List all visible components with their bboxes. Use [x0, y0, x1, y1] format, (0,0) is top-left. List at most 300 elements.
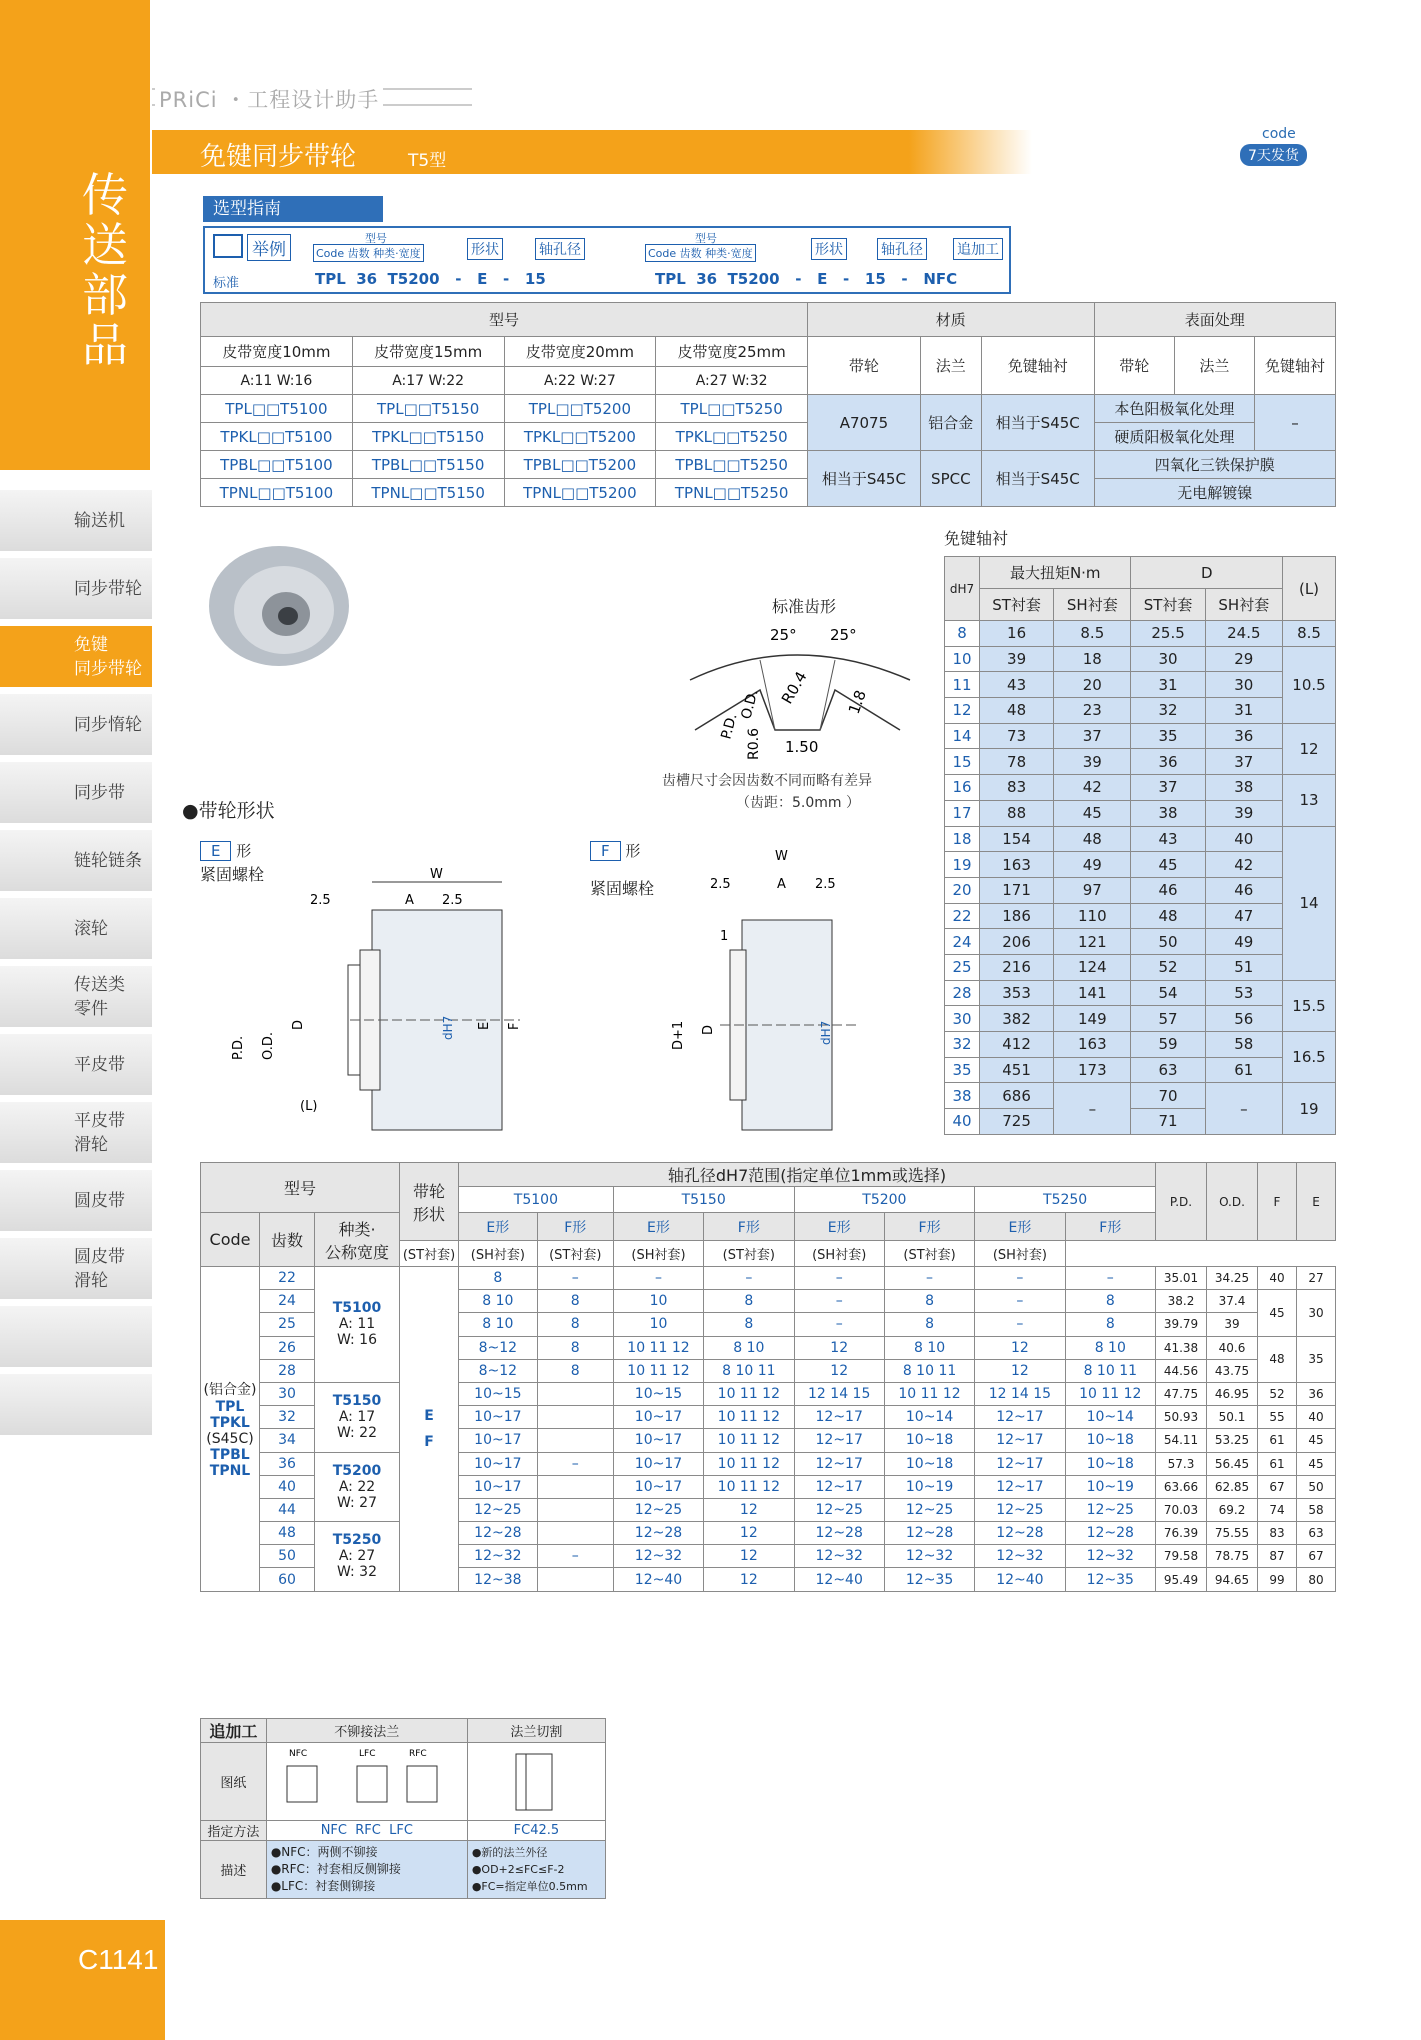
- sidebar-item-5[interactable]: 链轮链条: [0, 830, 152, 892]
- addl-desc-1: [266, 1841, 467, 1899]
- bushing-cell: 37: [1131, 775, 1205, 801]
- mm-e: 50: [1297, 1475, 1336, 1498]
- mm-teeth: 44: [260, 1498, 315, 1521]
- sidebar-item-4[interactable]: 同步带: [0, 762, 152, 824]
- bt-h-torque: 最大扭矩N·m: [980, 557, 1131, 589]
- ex2-bore: 轴孔径: [877, 238, 927, 260]
- addl-lbl-nfc: NFC: [288, 1748, 308, 1759]
- mt-r1-c0: TPKL□□T5100: [201, 423, 353, 451]
- mt-surf-2: 免键轴衬: [1255, 337, 1336, 395]
- mm-range: 8 10: [704, 1336, 794, 1359]
- bushing-cell: 46: [1131, 877, 1205, 903]
- bushing-row: [945, 1083, 1336, 1109]
- mm-code-text: TPL: [215, 1398, 245, 1415]
- mm-range: 12~32: [459, 1545, 538, 1568]
- sidebar-item-13[interactable]: [0, 1374, 152, 1436]
- bushing-cell: 51: [1205, 954, 1282, 980]
- mm-kind-line: W: 16: [336, 1332, 377, 1349]
- mm-h-pd: P.D.: [1156, 1163, 1207, 1241]
- mm-dim: 79.58: [1156, 1545, 1207, 1568]
- mt-r1-c3: TPKL□□T5250: [656, 423, 808, 451]
- ex1-shape: 形状: [467, 238, 503, 260]
- mm-range: 12~25: [975, 1498, 1065, 1521]
- mm-range: [537, 1382, 613, 1405]
- bushing-dh7: 32: [945, 1032, 980, 1058]
- mt-width-1: 皮带宽度15mm: [352, 337, 504, 367]
- bushing-cell: 78: [980, 749, 1054, 775]
- mm-range: 12~17: [794, 1452, 884, 1475]
- mm-range: –: [613, 1267, 703, 1290]
- bushing-dh7: 12: [945, 698, 980, 724]
- mm-kind-line: T5250: [332, 1532, 382, 1549]
- bushing-l: 13: [1283, 775, 1336, 826]
- mm-f: 45: [1258, 1290, 1297, 1336]
- mm-teeth: 26: [260, 1336, 315, 1359]
- bushing-dh7: 28: [945, 980, 980, 1006]
- mm-st-0: (ST衬套): [400, 1241, 459, 1267]
- mm-st-2: (ST衬套): [704, 1241, 794, 1267]
- bushing-row: [945, 698, 1336, 724]
- bushing-cell: 56: [1205, 1006, 1282, 1032]
- monitor-icon: [213, 234, 243, 258]
- mm-code-text: TPKL: [210, 1414, 250, 1431]
- mm-range: 12 14 15: [794, 1382, 884, 1405]
- ex2-sub-caption: Code 齿数 种类·宽度: [645, 244, 756, 262]
- mm-sh-3: (SH衬套): [975, 1241, 1065, 1267]
- mt-surf-1: 法兰: [1174, 337, 1254, 395]
- mm-range: 12: [704, 1545, 794, 1568]
- ex2-addl: 追加工: [953, 238, 1003, 260]
- e-l: (L): [300, 1099, 318, 1114]
- bushing-cell: 52: [1131, 954, 1205, 980]
- mm-range: 10~17: [613, 1452, 703, 1475]
- badge-days-number: 7: [1248, 148, 1257, 164]
- mm-range: 10: [613, 1313, 703, 1336]
- bushing-cell: 8.5: [1054, 621, 1131, 647]
- bushing-cell: 36: [1205, 723, 1282, 749]
- mm-dim: 47.75: [1156, 1382, 1207, 1405]
- mm-range: 8: [537, 1359, 613, 1382]
- mm-range: –: [884, 1267, 974, 1290]
- mm-f: 99: [1258, 1568, 1297, 1591]
- bushing-cell: 725: [980, 1109, 1054, 1135]
- bushing-cell: 54: [1131, 980, 1205, 1006]
- mm-range: 10~15: [459, 1382, 538, 1405]
- bt-h-l: (L): [1283, 557, 1336, 621]
- bushing-cell: 173: [1054, 1057, 1131, 1083]
- mt-s2: 硬质阳极氧化处理: [1094, 423, 1254, 451]
- mt-r2-c3: TPBL□□T5250: [656, 451, 808, 479]
- mm-sh-1: (SH衬套): [613, 1241, 703, 1267]
- mt-s-dash: –: [1255, 395, 1336, 451]
- tooth-r06: R0.6: [746, 728, 762, 760]
- bushing-cell: 37: [1054, 723, 1131, 749]
- mt-s1: 本色阳极氧化处理: [1094, 395, 1254, 423]
- bushing-cell: 46: [1205, 877, 1282, 903]
- mm-range: 8: [1065, 1313, 1155, 1336]
- mm-teeth: 25: [260, 1313, 315, 1336]
- bushing-dh7: 10: [945, 646, 980, 672]
- mm-range: 12~35: [1065, 1568, 1155, 1591]
- bushing-dh7: 22: [945, 903, 980, 929]
- mm-range: 12~32: [975, 1545, 1065, 1568]
- mm-e: 45: [1297, 1429, 1336, 1452]
- bushing-cell: 121: [1054, 929, 1131, 955]
- mm-h-range: 轴孔径dH7范围(指定单位1mm或选择): [459, 1163, 1156, 1187]
- bushing-cell: 42: [1205, 852, 1282, 878]
- bushing-dh7: 20: [945, 877, 980, 903]
- mm-f: 48: [1258, 1336, 1297, 1382]
- f-shape-bolt: 紧固螺栓: [590, 879, 655, 898]
- mm-range: –: [704, 1267, 794, 1290]
- mm-f: 40: [1258, 1267, 1297, 1290]
- mm-range: 12~25: [1065, 1498, 1155, 1521]
- mm-e-0: E形: [459, 1213, 538, 1241]
- delivery-badge: [1240, 126, 1307, 166]
- bushing-cell: 45: [1054, 800, 1131, 826]
- bushing-cell: 50: [1131, 929, 1205, 955]
- tooth-note-1: 齿槽尺寸会因齿数不同而略有差异: [662, 773, 872, 789]
- mm-range: [537, 1475, 613, 1498]
- bt-sub-1: SH衬套: [1054, 589, 1131, 621]
- mm-st-3: (ST衬套): [884, 1241, 974, 1267]
- tooth-pd: P.D.: [718, 711, 741, 742]
- tooth-profile-drawing: [650, 620, 940, 770]
- mm-h-e: E: [1297, 1163, 1336, 1241]
- mm-code-text: (铝合金): [203, 1381, 257, 1398]
- mm-series-0: T5100: [459, 1187, 614, 1213]
- mm-code-text: TPNL: [209, 1462, 251, 1479]
- bushing-dh7: 11: [945, 672, 980, 698]
- mm-range: 8: [459, 1267, 538, 1290]
- addl-lbl-lfc: LFC: [358, 1748, 376, 1759]
- bt-h-d: D: [1131, 557, 1283, 589]
- bushing-cell: 163: [1054, 1032, 1131, 1058]
- mm-teeth: 28: [260, 1359, 315, 1382]
- bushing-dh7: 40: [945, 1109, 980, 1135]
- sidebar-item-9[interactable]: 平皮带 滑轮: [0, 1102, 152, 1164]
- mm-f-2: F形: [884, 1213, 974, 1241]
- mm-e: 36: [1297, 1382, 1336, 1405]
- ex1-model-caption: 型号: [365, 232, 387, 245]
- bushing-row: [945, 800, 1336, 826]
- bushing-l: 15.5: [1283, 980, 1336, 1031]
- mm-range: 10 11 12: [613, 1336, 703, 1359]
- mm-teeth: 36: [260, 1452, 315, 1475]
- mm-range: 12~25: [459, 1498, 538, 1521]
- bushing-cell: 412: [980, 1032, 1054, 1058]
- mm-range: 12~17: [975, 1429, 1065, 1452]
- mt-mat-1: 法兰: [920, 337, 981, 395]
- mm-h-model: 型号: [201, 1163, 400, 1213]
- mm-range: 12~32: [613, 1545, 703, 1568]
- mm-range: 12~17: [975, 1475, 1065, 1498]
- bushing-table: [944, 556, 1336, 1135]
- mm-kind: [315, 1452, 400, 1522]
- shape-title: ●带轮形状: [182, 800, 275, 822]
- mm-range: 12~17: [794, 1406, 884, 1429]
- mm-range: [537, 1522, 613, 1545]
- mm-range: 10: [613, 1290, 703, 1313]
- mm-range: 10 11 12: [613, 1359, 703, 1382]
- mm-h-f: F: [1258, 1163, 1297, 1241]
- bushing-cell: 73: [980, 723, 1054, 749]
- mm-kind-line: T5200: [332, 1462, 382, 1479]
- mm-range: 10~18: [884, 1429, 974, 1452]
- page-number-tab: [0, 1920, 165, 2040]
- bushing-cell: 382: [980, 1006, 1054, 1032]
- mm-range: 12~40: [613, 1568, 703, 1591]
- addl-r-draw: 图纸: [201, 1743, 267, 1821]
- mm-range: [537, 1429, 613, 1452]
- f-m1: 2.5: [710, 877, 731, 892]
- mm-dim: 44.56: [1156, 1359, 1207, 1382]
- mm-range: 12: [975, 1336, 1065, 1359]
- mm-range: 12~17: [975, 1406, 1065, 1429]
- bushing-cell: 49: [1054, 852, 1131, 878]
- mm-range: 8: [537, 1290, 613, 1313]
- mt-r2-c1: TPBL□□T5150: [352, 451, 504, 479]
- mm-f: 74: [1258, 1498, 1297, 1521]
- mm-e: 80: [1297, 1568, 1336, 1591]
- tooth-note-2: （齿距：5.0mm ）: [736, 795, 860, 811]
- mm-shape-text: F: [424, 1433, 434, 1450]
- sidebar-item-7[interactable]: 传送类 零件: [0, 966, 152, 1028]
- mm-range: 8 10: [884, 1336, 974, 1359]
- mm-e-1: E形: [613, 1213, 703, 1241]
- mm-f: 61: [1258, 1452, 1297, 1475]
- mm-e: 67: [1297, 1545, 1336, 1568]
- bushing-cell: 57: [1131, 1006, 1205, 1032]
- addl-desc-2-0: ●新的法兰外径: [471, 1846, 548, 1859]
- bushing-cell: 124: [1054, 954, 1131, 980]
- mm-code-cell: [201, 1267, 260, 1592]
- sidebar-item-12[interactable]: [0, 1306, 152, 1368]
- mt-s3: 四氧化三铁保护膜: [1094, 451, 1335, 479]
- addl-draw-1: [266, 1743, 467, 1821]
- mm-range: 12: [794, 1359, 884, 1382]
- bushing-row: [945, 749, 1336, 775]
- mm-range: 10~17: [613, 1406, 703, 1429]
- bushing-dh7: 17: [945, 800, 980, 826]
- mm-range: 12~32: [1065, 1545, 1155, 1568]
- bushing-dh7: 35: [945, 1057, 980, 1083]
- mm-f: 55: [1258, 1406, 1297, 1429]
- ex2-shape: 形状: [811, 238, 847, 260]
- bt-sub-2: ST衬套: [1131, 589, 1205, 621]
- guide-box: [203, 226, 1011, 294]
- mt-dim-3: A:27 W:32: [656, 367, 808, 395]
- ex2-code: TPL 36 T5200 - E - 15 - NFC: [655, 270, 958, 288]
- bushing-dh7: 15: [945, 749, 980, 775]
- bushing-cell: 25.5: [1131, 621, 1205, 647]
- mm-range: 12: [794, 1336, 884, 1359]
- addl-c1: 不铆接法兰: [266, 1719, 467, 1743]
- mt-m2-1: SPCC: [920, 451, 981, 507]
- bushing-cell: 29: [1205, 646, 1282, 672]
- addl-table: [200, 1718, 606, 1899]
- mm-kind-line: A: 22: [338, 1478, 376, 1495]
- e-dh7: dH7: [441, 1015, 455, 1040]
- mm-teeth: 50: [260, 1545, 315, 1568]
- mm-range: 8: [884, 1313, 974, 1336]
- mm-range: 12~28: [459, 1522, 538, 1545]
- bushing-cell: 49: [1205, 929, 1282, 955]
- std-label: 标准: [213, 276, 240, 291]
- mm-range: 12~28: [613, 1522, 703, 1545]
- sidebar-item-11[interactable]: 圆皮带 滑轮: [0, 1238, 152, 1300]
- sidebar-item-1[interactable]: 同步带轮: [0, 558, 152, 620]
- mm-range: [537, 1498, 613, 1521]
- sidebar-item-8[interactable]: 平皮带: [0, 1034, 152, 1096]
- bushing-cell: 31: [1131, 672, 1205, 698]
- mm-dim: 35.01: [1156, 1267, 1207, 1290]
- sidebar-item-6[interactable]: 滚轮: [0, 898, 152, 960]
- mm-dim: 37.4: [1207, 1290, 1258, 1313]
- e-a: A: [405, 893, 414, 908]
- bushing-l: 19: [1283, 1083, 1336, 1134]
- mm-kind-line: A: 11: [338, 1316, 376, 1333]
- bushing-cell: 38: [1131, 800, 1205, 826]
- mm-range: 10~17: [459, 1452, 538, 1475]
- mt-m2-0: 相当于S45C: [808, 451, 921, 507]
- tooth-height: 1.8: [844, 687, 870, 717]
- mm-range: 8 10: [459, 1313, 538, 1336]
- mm-kind: [315, 1382, 400, 1452]
- main-spec-table: [200, 1162, 1336, 1592]
- mm-range: 10~17: [459, 1475, 538, 1498]
- addl-desc-1-0: ●NFC：两侧不铆接: [270, 1845, 378, 1859]
- mm-e: 30: [1297, 1290, 1336, 1336]
- bushing-cell: 36: [1131, 749, 1205, 775]
- sidebar-item-2[interactable]: 免键 同步带轮: [0, 626, 152, 688]
- mm-kind-line: W: 22: [336, 1425, 377, 1442]
- mm-teeth: 30: [260, 1382, 315, 1405]
- mm-e: 63: [1297, 1522, 1336, 1545]
- addl-spec-2: FC42.5: [467, 1821, 605, 1841]
- mt-h-material: 材质: [808, 303, 1095, 337]
- mm-range: 10 11 12: [884, 1382, 974, 1405]
- tooth-angle-2: 25°: [830, 626, 857, 644]
- bushing-cell: 171: [980, 877, 1054, 903]
- mm-range: 12~32: [794, 1545, 884, 1568]
- bushing-cell: 42: [1054, 775, 1131, 801]
- mm-range: 8 10 11: [884, 1359, 974, 1382]
- f-w: W: [775, 849, 788, 864]
- ex1-sub-caption: Code 齿数 种类·宽度: [313, 244, 424, 262]
- bushing-cell: 20: [1054, 672, 1131, 698]
- bushing-row: [945, 877, 1336, 903]
- mm-dim: 43.75: [1207, 1359, 1258, 1382]
- mm-e-2: E形: [794, 1213, 884, 1241]
- mm-range: 10~18: [1065, 1429, 1155, 1452]
- bushing-cell: 58: [1205, 1032, 1282, 1058]
- bushing-cell: 61: [1205, 1057, 1282, 1083]
- mm-dim: 38.2: [1156, 1290, 1207, 1313]
- bushing-cell: 24.5: [1205, 621, 1282, 647]
- main-row: [201, 1267, 1336, 1290]
- bushing-cell: 39: [1054, 749, 1131, 775]
- addl-desc-1-1: ●RFC：衬套相反侧铆接: [270, 1862, 401, 1876]
- bushing-dh7: 38: [945, 1083, 980, 1109]
- mt-mat-2: 免键轴衬: [981, 337, 1094, 395]
- product-photo: [204, 540, 354, 670]
- mm-f-0: F形: [537, 1213, 613, 1241]
- e-shape-tag: E: [200, 841, 231, 861]
- mm-range: 10~17: [613, 1475, 703, 1498]
- bushing-cell: 30: [1131, 646, 1205, 672]
- bushing-cell: 30: [1205, 672, 1282, 698]
- bushing-cell: 97: [1054, 877, 1131, 903]
- mm-range: 10 11 12: [704, 1452, 794, 1475]
- mm-range: 10 11 12: [704, 1429, 794, 1452]
- badge-days-text: 天发货: [1256, 148, 1299, 164]
- bushing-l: 10.5: [1283, 646, 1336, 723]
- bushing-row: [945, 1006, 1336, 1032]
- mm-range: 12~25: [613, 1498, 703, 1521]
- bushing-row: [945, 929, 1336, 955]
- sidebar-item-10[interactable]: 圆皮带: [0, 1170, 152, 1232]
- mm-code-text: (S45C): [206, 1430, 254, 1447]
- mt-width-2: 皮带宽度20mm: [504, 337, 656, 367]
- mm-dim: 50.1: [1207, 1406, 1258, 1429]
- bushing-dh7: 19: [945, 852, 980, 878]
- mt-r0-c2: TPL□□T5200: [504, 395, 656, 423]
- mm-dim: 57.3: [1156, 1452, 1207, 1475]
- bushing-row: [945, 826, 1336, 852]
- addl-lbl-rfc: RFC: [408, 1748, 427, 1759]
- bushing-cell: 53: [1205, 980, 1282, 1006]
- mm-range: –: [794, 1290, 884, 1313]
- bushing-row: [945, 954, 1336, 980]
- sidebar-category-title: 传送部品: [82, 168, 128, 372]
- mm-dim: 78.75: [1207, 1545, 1258, 1568]
- f-shape-drawing: [660, 840, 900, 1140]
- sidebar-item-0[interactable]: 输送机: [0, 490, 152, 552]
- mm-range: 12~28: [975, 1522, 1065, 1545]
- mm-range: 12~40: [975, 1568, 1065, 1591]
- bt-sub-3: SH衬套: [1205, 589, 1282, 621]
- sidebar-item-3[interactable]: 同步惰轮: [0, 694, 152, 756]
- bushing-row: [945, 775, 1336, 801]
- bushing-row: [945, 903, 1336, 929]
- mm-dim: 70.03: [1156, 1498, 1207, 1521]
- bushing-cell: 37: [1205, 749, 1282, 775]
- bushing-cell: 154: [980, 826, 1054, 852]
- bushing-cell: 206: [980, 929, 1054, 955]
- bushing-dh7: 25: [945, 954, 980, 980]
- mm-teeth: 48: [260, 1522, 315, 1545]
- bushing-cell: 43: [980, 672, 1054, 698]
- f-one: 1: [720, 929, 729, 944]
- bushing-cell: 163: [980, 852, 1054, 878]
- mm-dim: 54.11: [1156, 1429, 1207, 1452]
- mm-range: 12~28: [1065, 1522, 1155, 1545]
- mm-h-teeth: 齿数: [260, 1213, 315, 1267]
- f-dh7: dH7: [819, 1020, 833, 1045]
- mm-h-kind: 种类· 公称宽度: [315, 1213, 400, 1267]
- bushing-l: 16.5: [1283, 1032, 1336, 1083]
- mm-range: 8: [704, 1313, 794, 1336]
- bushing-cell: 353: [980, 980, 1054, 1006]
- mm-range: 8: [704, 1290, 794, 1313]
- mm-dim: 95.49: [1156, 1568, 1207, 1591]
- mt-dim-0: A:11 W:16: [201, 367, 353, 395]
- bushing-dh7: 18: [945, 826, 980, 852]
- mm-dim: 40.6: [1207, 1336, 1258, 1359]
- bushing-dh7: 16: [945, 775, 980, 801]
- mm-dim: 63.66: [1156, 1475, 1207, 1498]
